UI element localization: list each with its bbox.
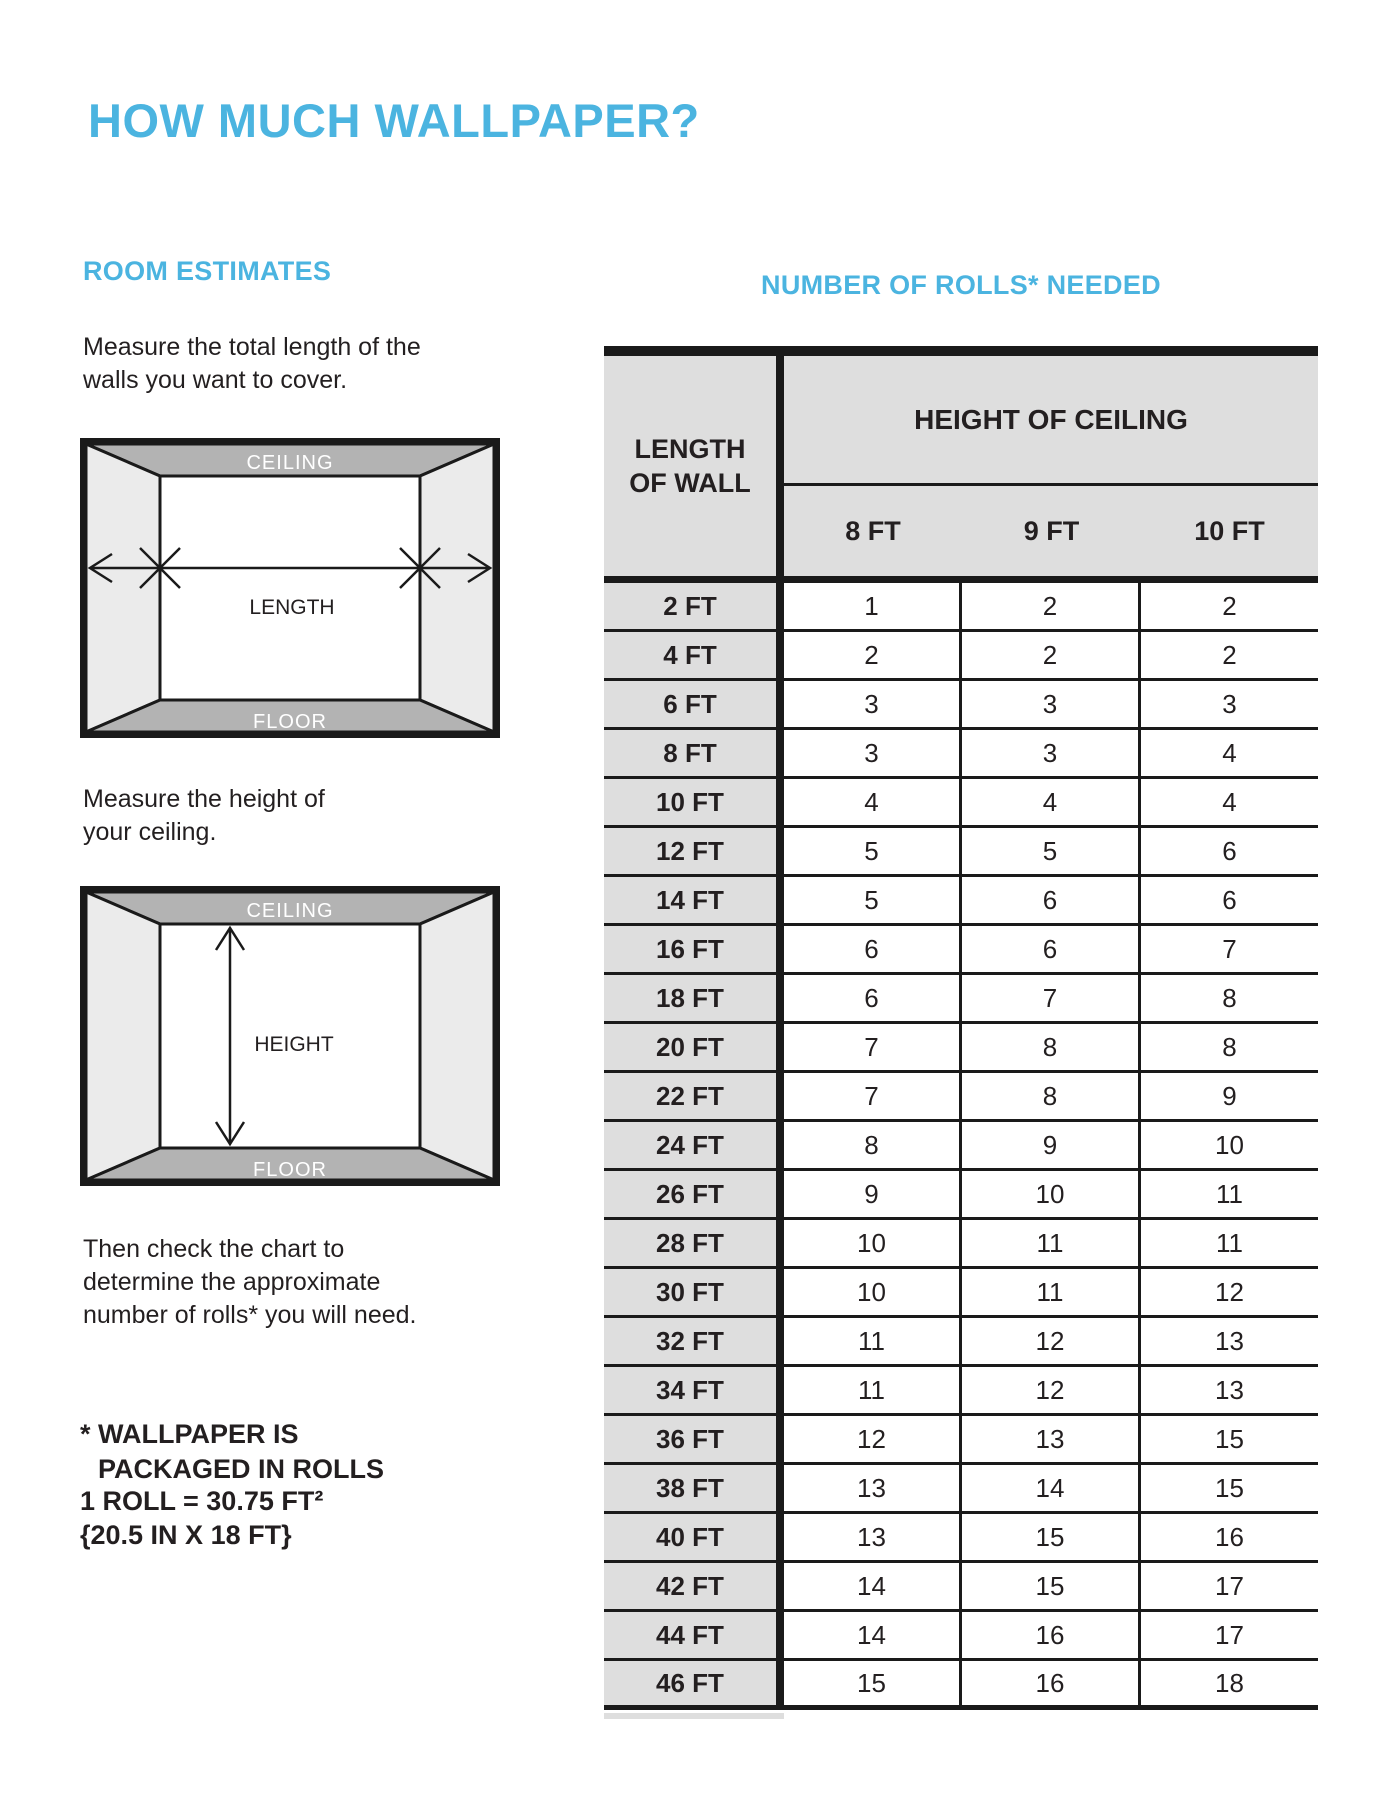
roll-count-cell-8ft: 7 [784, 1073, 962, 1119]
roll-count-cell-9ft: 3 [962, 730, 1141, 776]
ceiling-label: CEILING [246, 452, 334, 474]
table-body [604, 583, 1318, 1710]
roll-count-cell-8ft: 4 [784, 779, 962, 825]
roll-count-cell-10ft: 11 [1141, 1220, 1318, 1266]
roll-size-line2: {20.5 IN X 18 FT} [80, 1520, 292, 1550]
row-vertical-divider [776, 1073, 784, 1119]
roll-count-cell-9ft: 12 [962, 1367, 1141, 1413]
col-header-9ft: 9 FT [1023, 515, 1080, 546]
column-headers [784, 356, 1318, 576]
roll-count-cell-10ft: 17 [1141, 1612, 1318, 1658]
roll-count-cell-10ft: 17 [1141, 1563, 1318, 1609]
floor-label: FLOOR [253, 711, 327, 733]
roll-count-cell-9ft: 15 [962, 1514, 1141, 1560]
table-row [604, 1465, 1318, 1514]
row-vertical-divider [776, 926, 784, 972]
wall-length-cell: 6 FT [604, 681, 776, 727]
roll-count-cell-9ft: 4 [962, 779, 1141, 825]
roll-count-cell-8ft: 11 [784, 1367, 962, 1413]
height-label: HEIGHT [254, 1033, 334, 1056]
roll-count-cell-8ft: 3 [784, 730, 962, 776]
roll-count-cell-9ft: 5 [962, 828, 1141, 874]
roll-count-cell-8ft: 1 [784, 583, 962, 629]
roll-count-cell-10ft: 11 [1141, 1171, 1318, 1217]
back-wall [160, 476, 420, 700]
table-row [604, 828, 1318, 877]
table-row [604, 1220, 1318, 1269]
wall-length-cell: 42 FT [604, 1563, 776, 1609]
wall-length-cell: 20 FT [604, 1024, 776, 1070]
wall-length-cell: 18 FT [604, 975, 776, 1021]
row-vertical-divider [776, 681, 784, 727]
step3-text: Then check the chart to determine the approximate number of rolls* you will need. [83, 1235, 417, 1329]
wall-length-cell: 8 FT [604, 730, 776, 776]
header-bottom-border [604, 576, 1318, 583]
table-row [604, 1563, 1318, 1612]
roll-count-cell-9ft: 3 [962, 681, 1141, 727]
roll-count-cell-9ft: 8 [962, 1024, 1141, 1070]
roll-count-cell-9ft: 6 [962, 926, 1141, 972]
page-title: HOW MUCH WALLPAPER? [88, 94, 700, 148]
roll-count-cell-9ft: 10 [962, 1171, 1141, 1217]
ceiling-label: CEILING [246, 900, 334, 922]
roll-count-cell-9ft: 11 [962, 1220, 1141, 1266]
header-vertical-divider [776, 356, 784, 576]
table-header [604, 356, 1318, 576]
roll-count-cell-9ft: 2 [962, 583, 1141, 629]
row-vertical-divider [776, 1563, 784, 1609]
table-row [604, 1122, 1318, 1171]
roll-count-cell-9ft: 12 [962, 1318, 1141, 1364]
roll-count-cell-10ft: 2 [1141, 583, 1318, 629]
table-row [604, 926, 1318, 975]
room-height-diagram [80, 886, 500, 1186]
wall-length-cell: 14 FT [604, 877, 776, 923]
roll-count-cell-8ft: 6 [784, 975, 962, 1021]
roll-count-cell-8ft: 13 [784, 1465, 962, 1511]
wall-length-cell: 46 FT [604, 1661, 776, 1705]
roll-count-cell-8ft: 10 [784, 1220, 962, 1266]
roll-count-cell-10ft: 12 [1141, 1269, 1318, 1315]
roll-count-cell-8ft: 14 [784, 1563, 962, 1609]
roll-count-cell-8ft: 6 [784, 926, 962, 972]
rolls-table-title: NUMBER OF ROLLS* NEEDED [761, 270, 1161, 300]
column-group-header: HEIGHT OF CEILING [784, 356, 1318, 486]
wall-length-cell: 38 FT [604, 1465, 776, 1511]
table-row [604, 1416, 1318, 1465]
roll-count-cell-9ft: 8 [962, 1073, 1141, 1119]
roll-count-cell-10ft: 18 [1141, 1661, 1318, 1705]
floor-label: FLOOR [253, 1159, 327, 1181]
wall-length-cell: 30 FT [604, 1269, 776, 1315]
right-wall [420, 892, 494, 1180]
wall-length-cell: 32 FT [604, 1318, 776, 1364]
wall-length-cell: 44 FT [604, 1612, 776, 1658]
roll-count-cell-10ft: 8 [1141, 975, 1318, 1021]
roll-count-cell-9ft: 6 [962, 877, 1141, 923]
roll-count-cell-9ft: 2 [962, 632, 1141, 678]
table-row [604, 1073, 1318, 1122]
row-vertical-divider [776, 779, 784, 825]
rolls-footnote: * WALLPAPER IS PACKAGED IN ROLLS [80, 1419, 385, 1484]
row-vertical-divider [776, 1220, 784, 1266]
table-row [604, 1171, 1318, 1220]
roll-count-cell-10ft: 6 [1141, 828, 1318, 874]
roll-count-cell-8ft: 3 [784, 681, 962, 727]
row-vertical-divider [776, 877, 784, 923]
right-wall [420, 444, 494, 732]
roll-count-cell-8ft: 12 [784, 1416, 962, 1462]
row-header-cell [604, 356, 776, 576]
roll-count-cell-9ft: 16 [962, 1612, 1141, 1658]
wall-length-cell: 26 FT [604, 1171, 776, 1217]
table-row [604, 1612, 1318, 1661]
row-vertical-divider [776, 1269, 784, 1315]
wall-length-cell: 28 FT [604, 1220, 776, 1266]
ceiling-height-subheaders [784, 486, 1318, 576]
roll-count-cell-8ft: 14 [784, 1612, 962, 1658]
roll-count-cell-9ft: 9 [962, 1122, 1141, 1168]
roll-count-cell-10ft: 8 [1141, 1024, 1318, 1070]
roll-count-cell-9ft: 15 [962, 1563, 1141, 1609]
step2-text: Measure the height of your ceiling. [83, 785, 325, 846]
roll-count-cell-8ft: 10 [784, 1269, 962, 1315]
row-vertical-divider [776, 1514, 784, 1560]
left-wall [86, 892, 160, 1180]
table-row [604, 1318, 1318, 1367]
roll-count-cell-8ft: 5 [784, 828, 962, 874]
roll-count-cell-10ft: 3 [1141, 681, 1318, 727]
wall-length-cell: 40 FT [604, 1514, 776, 1560]
wall-length-cell: 24 FT [604, 1122, 776, 1168]
wall-length-cell: 4 FT [604, 632, 776, 678]
room-estimates-heading: ROOM ESTIMATES [83, 256, 332, 286]
wall-length-cell: 34 FT [604, 1367, 776, 1413]
row-vertical-divider [776, 975, 784, 1021]
row-vertical-divider [776, 1122, 784, 1168]
roll-count-cell-10ft: 10 [1141, 1122, 1318, 1168]
wall-length-cell: 16 FT [604, 926, 776, 972]
row-vertical-divider [776, 583, 784, 629]
row-vertical-divider [776, 1024, 784, 1070]
roll-count-cell-9ft: 14 [962, 1465, 1141, 1511]
roll-count-cell-10ft: 13 [1141, 1367, 1318, 1413]
table-row [604, 730, 1318, 779]
wall-length-cell: 22 FT [604, 1073, 776, 1119]
table-top-border [604, 346, 1318, 356]
roll-count-cell-10ft: 9 [1141, 1073, 1318, 1119]
row-vertical-divider [776, 1367, 784, 1413]
length-label: LENGTH [249, 596, 335, 619]
row-vertical-divider [776, 730, 784, 776]
table-row [604, 975, 1318, 1024]
roll-count-cell-10ft: 2 [1141, 632, 1318, 678]
wall-length-cell: 10 FT [604, 779, 776, 825]
table-row [604, 877, 1318, 926]
table-row [604, 632, 1318, 681]
roll-count-cell-10ft: 15 [1141, 1416, 1318, 1462]
row-header-line2: OF WALL [629, 468, 751, 498]
roll-count-cell-10ft: 15 [1141, 1465, 1318, 1511]
wall-length-cell: 2 FT [604, 583, 776, 629]
step1-text: Measure the total length of the walls you want to cover. [83, 333, 421, 394]
table-row [604, 681, 1318, 730]
roll-count-cell-8ft: 15 [784, 1661, 962, 1705]
roll-count-cell-10ft: 4 [1141, 779, 1318, 825]
rolls-needed-table [604, 346, 1318, 1710]
roll-count-cell-9ft: 16 [962, 1661, 1141, 1705]
roll-count-cell-8ft: 5 [784, 877, 962, 923]
roll-count-cell-10ft: 16 [1141, 1514, 1318, 1560]
roll-count-cell-10ft: 7 [1141, 926, 1318, 972]
roll-count-cell-10ft: 4 [1141, 730, 1318, 776]
row-vertical-divider [776, 1465, 784, 1511]
roll-count-cell-8ft: 9 [784, 1171, 962, 1217]
roll-count-cell-8ft: 8 [784, 1122, 962, 1168]
row-vertical-divider [776, 1318, 784, 1364]
roll-count-cell-8ft: 11 [784, 1318, 962, 1364]
roll-count-cell-8ft: 2 [784, 632, 962, 678]
row-vertical-divider [776, 828, 784, 874]
row-vertical-divider [776, 1612, 784, 1658]
wall-length-cell: 36 FT [604, 1416, 776, 1462]
roll-count-cell-9ft: 13 [962, 1416, 1141, 1462]
roll-count-cell-8ft: 13 [784, 1514, 962, 1560]
roll-count-cell-10ft: 6 [1141, 877, 1318, 923]
table-row [604, 1024, 1318, 1073]
table-row [604, 1269, 1318, 1318]
room-length-diagram [80, 438, 500, 738]
row-vertical-divider [776, 1661, 784, 1705]
table-row [604, 1367, 1318, 1416]
row-vertical-divider [776, 632, 784, 678]
table-bottom-gray-stub [604, 1713, 784, 1719]
row-vertical-divider [776, 1171, 784, 1217]
roll-count-cell-10ft: 13 [1141, 1318, 1318, 1364]
table-row [604, 1661, 1318, 1710]
roll-size-line1: 1 ROLL = 30.75 FT² [80, 1486, 324, 1516]
col-header-10ft: 10 FT [1194, 515, 1265, 546]
row-vertical-divider [776, 1416, 784, 1462]
roll-count-cell-8ft: 7 [784, 1024, 962, 1070]
table-row [604, 779, 1318, 828]
wall-length-cell: 12 FT [604, 828, 776, 874]
roll-count-cell-9ft: 7 [962, 975, 1141, 1021]
table-row [604, 1514, 1318, 1563]
roll-count-cell-9ft: 11 [962, 1269, 1141, 1315]
col-header-8ft: 8 FT [845, 515, 901, 546]
table-row [604, 583, 1318, 632]
row-header-line1: LENGTH [634, 434, 746, 464]
left-wall [86, 444, 160, 732]
